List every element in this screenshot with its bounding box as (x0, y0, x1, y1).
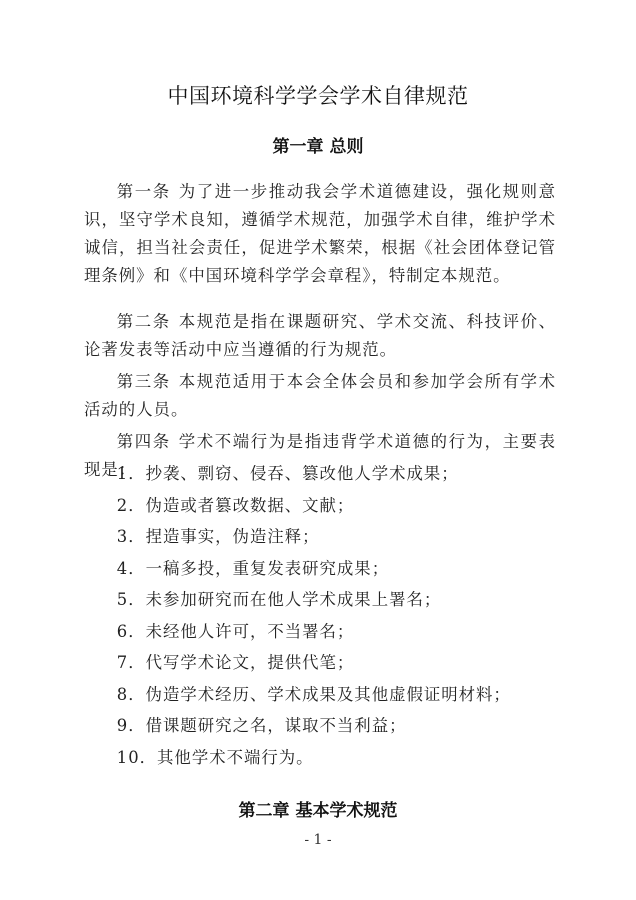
article-2-label: 第二条 (116, 312, 171, 331)
list-item: 2．伪造或者篡改数据、文献； (116, 495, 355, 515)
article-4-text: 学术不端行为是指违背学术道德的行为，主要表现是： (84, 432, 557, 479)
list-item: 7．代写学术论文，提供代笔； (116, 653, 355, 672)
list-item: 5．未参加研究而在他人学术成果上署名； (116, 590, 442, 609)
list-item: 10．其他学术不端行为。 (116, 747, 314, 767)
chapter-1-title: 第一章 总则 (272, 137, 364, 157)
article-1 (84, 178, 556, 290)
article-2-text: 本规范是指在课题研究、学术交流、科技评价、论著发表等活动中应当遵循的行为规范。 (84, 312, 557, 359)
list-item: 9．借课题研究之名，谋取不当利益； (116, 716, 407, 735)
list-item: 6．未经他人许可，不当署名； (116, 621, 355, 641)
article-3-label: 第三条 (116, 372, 171, 391)
list-item: 3．捏造事实，伪造注释； (116, 527, 320, 546)
list-item: 4．一稿多投，重复发表研究成果； (116, 558, 390, 578)
article-3 (84, 368, 556, 424)
document-title: 中国环境科学学会学术自律规范 (167, 84, 469, 108)
article-2 (84, 308, 556, 364)
list-item: 1．抄袭、剽窃、侵吞、篡改他人学术成果； (116, 464, 459, 483)
page-number: - 1 - (304, 832, 332, 848)
article-1-text: 为了进一步推动我会学术道德建设，强化规则意识，坚守学术良知，遵循学术规范，加强学术自律，维护学术诚信，担当社会责任，促进学术繁荣，根据《社会团体登记管理条例》和《中国环境科学学会章程》，特制定本规范。 (84, 182, 557, 285)
article-3-text: 本规范适用于本会全体会员和参加学会所有学术活动的人员。 (84, 372, 557, 419)
article-1-label: 第一条 (116, 182, 171, 201)
misconduct-list (84, 458, 556, 773)
article-4-label: 第四条 (116, 432, 171, 451)
list-item: 8．伪造学术经历、学术成果及其他虚假证明材料； (116, 684, 511, 704)
chapter-2-title: 第二章 基本学术规范 (238, 801, 398, 821)
